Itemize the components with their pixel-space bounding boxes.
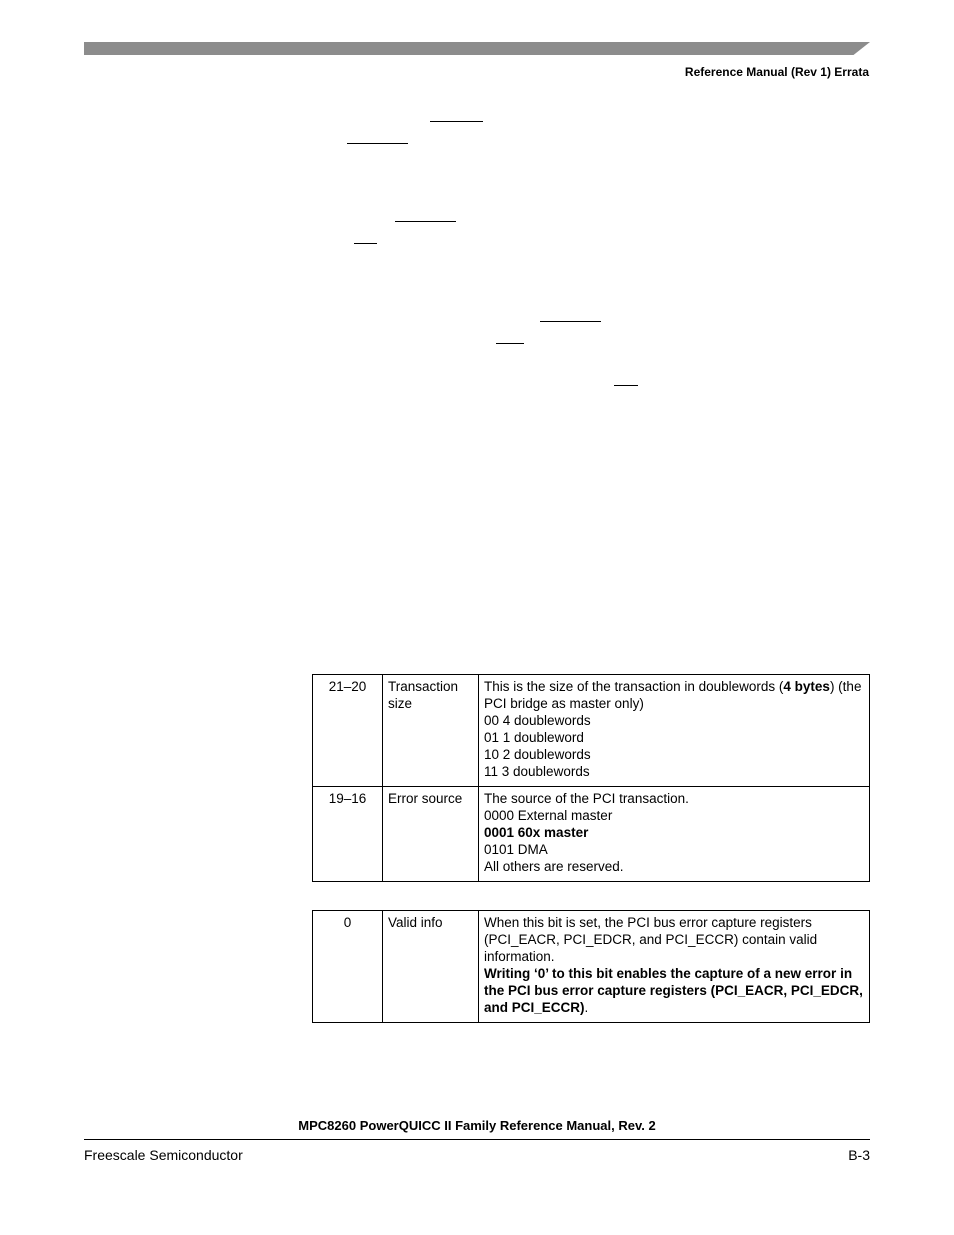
- description-line: The source of the PCI transaction.: [484, 791, 689, 806]
- description-line: All others are reserved.: [484, 859, 624, 874]
- table-row: [313, 911, 870, 1023]
- overline-mark: [395, 221, 456, 222]
- name-cell: Valid info: [383, 911, 479, 1023]
- encoding-line: 0000 External master: [484, 808, 613, 823]
- overline-mark: [430, 121, 483, 122]
- footer-document-title: MPC8260 PowerQUICC II Family Reference Manual, Rev. 2: [298, 1118, 656, 1133]
- header-bar: [84, 42, 870, 55]
- description-bold-text: Writing ‘0’ to this bit enables the capture of a new error in the PCI bus error capture registers (PCI_EACR, PCI_EDCR, and PCI_ECCR).: [484, 966, 863, 1015]
- overline-mark: [540, 321, 601, 322]
- overline-mark: [354, 243, 377, 244]
- description-text: When this bit is set, the PCI bus error capture registers (PCI_EACR, PCI_EDCR, and PCI_ECCR) contain valid information.: [484, 915, 818, 964]
- description-cell: [479, 787, 870, 882]
- page-number: B-3: [848, 1147, 870, 1163]
- description-cell: [479, 911, 870, 1023]
- description-intro: This is the size of the transaction in doublewords (4 bytes) (the PCI bridge as master only): [484, 679, 862, 711]
- encoding-line: 0101 DMA: [484, 842, 548, 857]
- encoding-line-bold: 0001 60x master: [484, 825, 589, 840]
- overline-mark: [614, 385, 638, 386]
- name-cell: Transaction size: [383, 675, 479, 787]
- encoding-line: 11 3 doublewords: [484, 764, 590, 779]
- bit-field-table-1: [312, 674, 870, 882]
- overline-mark: [496, 343, 524, 344]
- overline-mark: [347, 143, 408, 144]
- footer-company: Freescale Semiconductor: [84, 1147, 243, 1163]
- encoding-line: 00 4 doublewords: [484, 713, 591, 728]
- bits-cell: 0: [313, 911, 383, 1023]
- name-cell: Error source: [383, 787, 479, 882]
- table-row: [313, 787, 870, 882]
- bits-cell: 21–20: [313, 675, 383, 787]
- table-row: [313, 675, 870, 787]
- running-header-title: Reference Manual (Rev 1) Errata: [684, 65, 869, 79]
- description-cell: [479, 675, 870, 787]
- bits-cell: 19–16: [313, 787, 383, 882]
- footer-divider: [84, 1139, 870, 1140]
- encoding-line: 10 2 doublewords: [484, 747, 591, 762]
- bit-field-table-2: [312, 910, 870, 1023]
- encoding-line: 01 1 doubleword: [484, 730, 584, 745]
